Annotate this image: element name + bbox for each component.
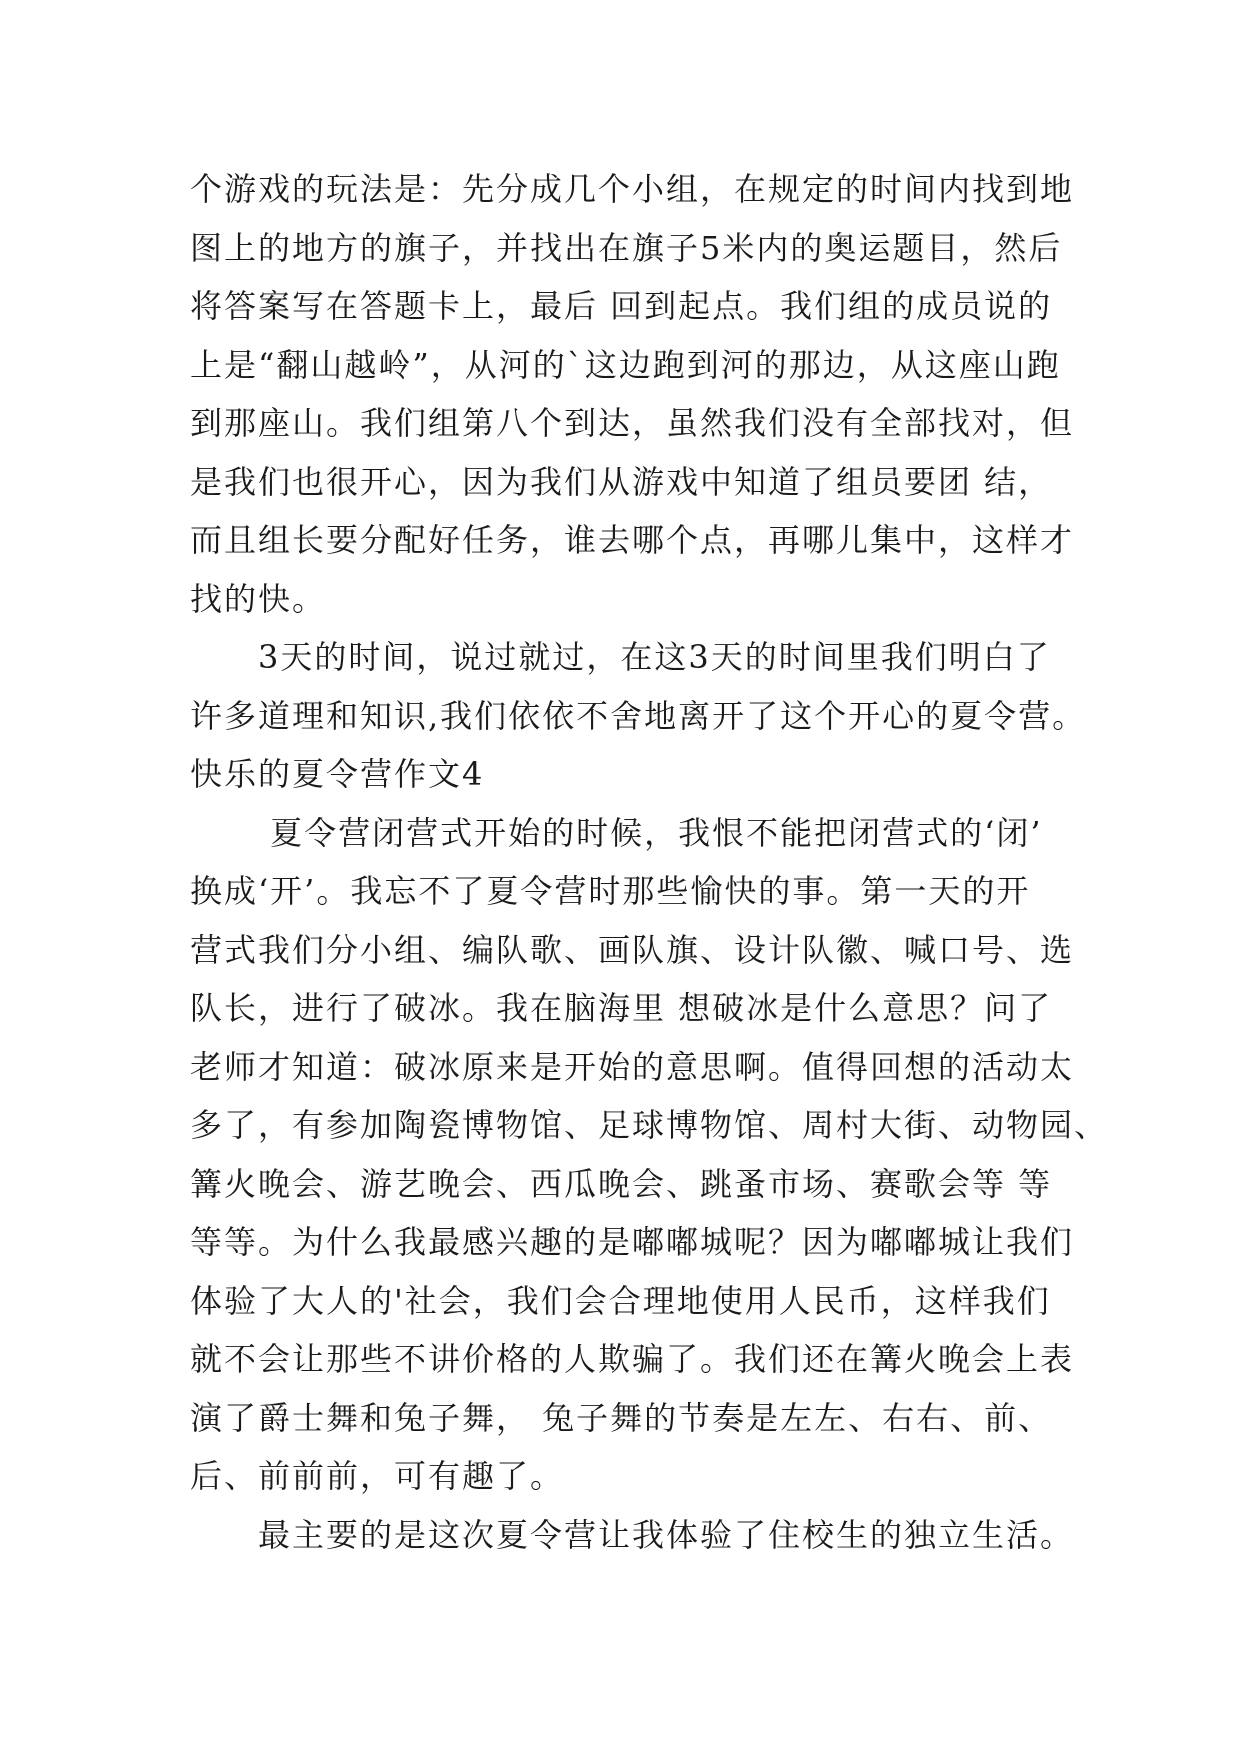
text-line: 是我们也很开心，因为我们从游戏中知道了组员要团 结， — [190, 462, 1053, 501]
section-heading: 快乐的夏令营作文4 — [190, 755, 485, 793]
text-line: 许多道理和知识,我们依依不舍地离开了这个开心的夏令营。 — [190, 696, 1087, 735]
text-line: 3天的时间，说过就过，在这3天的时间里我们明白了 — [190, 638, 1051, 676]
text-line: 后、前前前，可有趣了。 — [190, 1457, 565, 1495]
text-line: 到那座山。我们组第八个到达，虽然我们没有全部找对，但 — [190, 404, 1075, 442]
text-line: 找的快。 — [190, 579, 327, 618]
text-line: 个游戏的玩法是：先分成几个小组，在规定的时间内找到地 — [190, 170, 1075, 208]
text-line: 多了，有参加陶瓷博物馆、足球博物馆、周村大街、动物园、 — [190, 1106, 1109, 1144]
text-line: 夏令营闭营式开始的时候，我恨不能把闭营式的‘闭’ — [190, 813, 1043, 852]
text-line: 体验了大人的'社会，我们会合理地使用人民币，这样我们 — [190, 1281, 1051, 1320]
text-line: 演了爵士舞和兔子舞， 兔子舞的节奏是左左、右右、前、 — [190, 1398, 1053, 1437]
text-line: 营式我们分小组、编队歌、画队旗、设计队徽、喊口号、选 — [190, 930, 1075, 969]
text-line: 队长，进行了破冰。我在脑海里 想破冰是什么意思？问了 — [190, 989, 1053, 1027]
body-text — [190, 160, 1109, 1564]
text-line: 篝火晚会、游艺晚会、西瓜晚会、跳蚤市场、赛歌会等 等 — [190, 1164, 1053, 1203]
text-line: 图上的地方的旗子，并找出在旗子5米内的奥运题目，然后 — [190, 228, 1063, 267]
text-line: 换成‘开’。我忘不了夏令营时那些愉快的事。第一天的开 — [190, 872, 1031, 910]
text-line: 而且组长要分配好任务，谁去哪个点，再哪儿集中，这样才 — [190, 521, 1075, 559]
text-line: 将答案写在答题卡上，最后 回到起点。我们组的成员说的 — [190, 287, 1053, 325]
text-line: 上是“翻山越岭”，从河的`这边跑到河的那边，从这座山跑 — [190, 345, 1061, 384]
text-line: 最主要的是这次夏令营让我体验了住校生的独立生活。 — [190, 1515, 1075, 1554]
text-line: 等等。为什么我最感兴趣的是嘟嘟城呢？因为嘟嘟城让我们 — [190, 1223, 1075, 1261]
text-line: 老师才知道：破冰原来是开始的意思啊。值得回想的活动太 — [190, 1047, 1075, 1086]
text-line: 就不会让那些不讲价格的人欺骗了。我们还在篝火晚会上表 — [190, 1340, 1075, 1378]
